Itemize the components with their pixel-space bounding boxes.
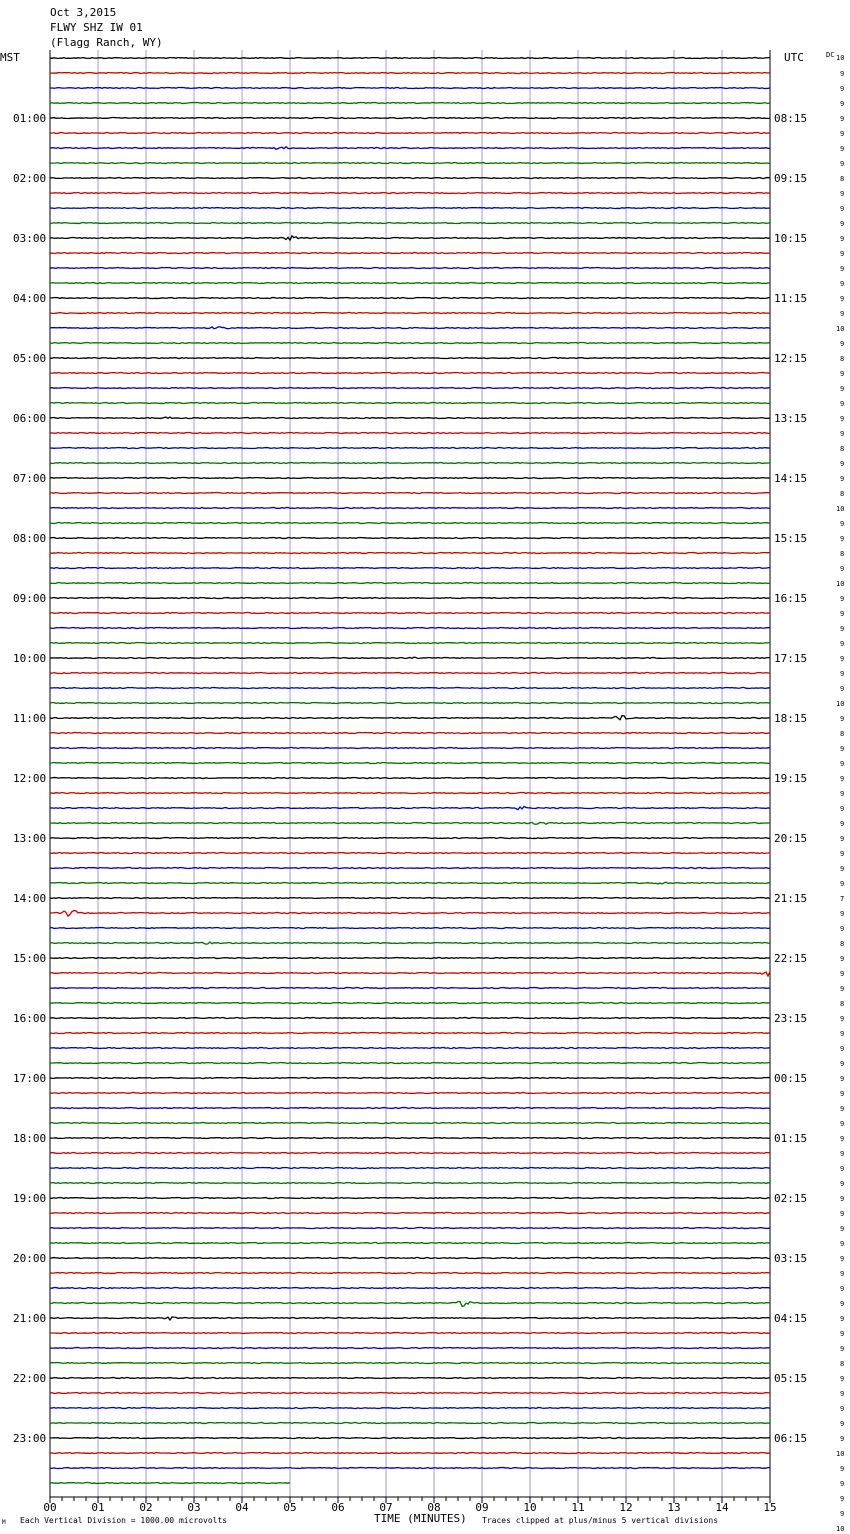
trace-1 [50, 73, 770, 74]
trace-83 [50, 1301, 770, 1306]
trace-84 [50, 1317, 770, 1320]
mst-hour-label: 01:00 [13, 112, 47, 125]
header-location: (Flagg Ranch, WY) [50, 36, 163, 49]
utc-hour-label: 08:15 [774, 112, 808, 125]
mst-hour-label: 12:00 [13, 772, 47, 785]
dc-offset: 10 [836, 54, 845, 62]
dc-offset: 8 [840, 490, 845, 498]
dc-offset: 9 [840, 1135, 845, 1143]
mst-hour-label: 18:00 [13, 1132, 47, 1145]
dc-offset: 9 [840, 1435, 845, 1443]
x-tick-label: 05 [283, 1501, 297, 1514]
trace-61 [50, 971, 770, 976]
trace-41 [50, 673, 770, 674]
trace-67 [50, 1063, 770, 1064]
trace-17 [50, 313, 770, 314]
dc-offset: 9 [840, 1060, 845, 1068]
trace-92 [50, 1438, 770, 1439]
trace-4 [50, 118, 770, 119]
utc-hour-label: 21:15 [774, 892, 808, 905]
dc-offset: 9 [840, 1090, 845, 1098]
mst-hour-label: 13:00 [13, 832, 47, 845]
utc-hour-label: 19:15 [774, 772, 808, 785]
trace-12 [50, 236, 770, 240]
dc-offset: 9 [840, 520, 845, 528]
trace-29 [50, 493, 770, 494]
dc-offset: 9 [840, 805, 845, 813]
trace-38 [50, 628, 770, 629]
utc-hour-label: 11:15 [774, 292, 808, 305]
dc-offset: 9 [840, 985, 845, 993]
trace-95 [50, 1483, 290, 1484]
trace-65 [50, 1033, 770, 1034]
mst-hour-label: 08:00 [13, 532, 47, 545]
utc-hour-labels [774, 112, 807, 1445]
x-tick-label: 04 [235, 1501, 249, 1514]
dc-offset: 9 [840, 1225, 845, 1233]
x-tick-label: 03 [187, 1501, 201, 1514]
trace-76 [50, 1198, 770, 1199]
dc-offset: 9 [840, 460, 845, 468]
dc-offset: 9 [840, 925, 845, 933]
trace-51 [50, 822, 770, 824]
utc-hour-label: 09:15 [774, 172, 808, 185]
dc-offset: 9 [840, 1105, 845, 1113]
trace-49 [50, 793, 770, 794]
dc-offset: 9 [840, 1510, 845, 1518]
x-tick-label: 10 [523, 1501, 537, 1514]
utc-hour-label: 14:15 [774, 472, 808, 485]
trace-7 [50, 163, 770, 164]
dc-offset: 10 [836, 325, 845, 333]
dc-offset: 9 [840, 565, 845, 573]
trace-21 [50, 373, 770, 374]
trace-54 [50, 868, 770, 869]
dc-offset: 9 [840, 1015, 845, 1023]
dc-offset: 9 [840, 610, 845, 618]
dc-offset: 9 [840, 1210, 845, 1218]
trace-2 [50, 88, 770, 89]
trace-42 [50, 688, 770, 689]
dc-offset: 9 [840, 250, 845, 258]
mst-hour-label: 05:00 [13, 352, 47, 365]
trace-16 [50, 298, 770, 299]
trace-53 [50, 853, 770, 854]
trace-9 [50, 193, 770, 194]
utc-hour-label: 03:15 [774, 1252, 808, 1265]
dc-offset: 9 [840, 1075, 845, 1083]
trace-52 [50, 838, 770, 839]
trace-18 [50, 327, 770, 329]
dc-offset: 9 [840, 100, 845, 108]
utc-hour-label: 20:15 [774, 832, 808, 845]
utc-hour-label: 10:15 [774, 232, 808, 245]
trace-79 [50, 1243, 770, 1244]
dc-offset: 8 [840, 550, 845, 558]
mst-hour-labels [13, 112, 46, 1445]
dc-offset: 9 [840, 835, 845, 843]
mst-hour-label: 16:00 [13, 1012, 47, 1025]
mst-hour-label: 15:00 [13, 952, 47, 965]
x-tick-label: 08 [427, 1501, 441, 1514]
dc-offset: 9 [840, 190, 845, 198]
footer-scale-note: Each Vertical Division = 1000.00 microvolts [20, 1516, 228, 1525]
time-gridlines [50, 50, 770, 1497]
dc-offset: 9 [840, 595, 845, 603]
x-tick-label: 14 [715, 1501, 729, 1514]
dc-offset: 9 [840, 1150, 845, 1158]
dc-offset: 9 [840, 790, 845, 798]
dc-offset: 9 [840, 310, 845, 318]
trace-91 [50, 1423, 770, 1424]
dc-offset: 9 [840, 1390, 845, 1398]
dc-offset-values [836, 54, 844, 1534]
dc-offset: 8 [840, 175, 845, 183]
dc-offset: 9 [840, 850, 845, 858]
dc-offset: 9 [840, 970, 845, 978]
utc-hour-label: 12:15 [774, 352, 808, 365]
trace-10 [50, 208, 770, 209]
trace-43 [50, 703, 770, 704]
trace-88 [50, 1378, 770, 1379]
x-tick-label: 01 [91, 1501, 105, 1514]
trace-60 [50, 958, 770, 959]
dc-offset: 9 [840, 1030, 845, 1038]
utc-hour-label: 23:15 [774, 1012, 808, 1025]
trace-19 [50, 343, 770, 344]
dc-offset: 9 [840, 760, 845, 768]
trace-56 [50, 898, 770, 899]
trace-69 [50, 1093, 770, 1094]
dc-offset: 10 [836, 1525, 845, 1533]
x-tick-label: 00 [43, 1501, 57, 1514]
dc-offset: 9 [840, 235, 845, 243]
trace-32 [50, 538, 770, 539]
mst-hour-label: 14:00 [13, 892, 47, 905]
mst-hour-label: 20:00 [13, 1252, 47, 1265]
mst-hour-label: 22:00 [13, 1372, 47, 1385]
trace-74 [50, 1168, 770, 1169]
trace-20 [50, 358, 770, 359]
dc-offset: 9 [840, 1495, 845, 1503]
mst-hour-label: 17:00 [13, 1072, 47, 1085]
dc-offset: 9 [840, 685, 845, 693]
dc-offset: 9 [840, 1120, 845, 1128]
dc-offset: 9 [840, 1480, 845, 1488]
utc-hour-label: 16:15 [774, 592, 808, 605]
trace-11 [50, 223, 770, 224]
mst-hour-label: 03:00 [13, 232, 47, 245]
dc-offset: 9 [840, 160, 845, 168]
trace-30 [50, 508, 770, 509]
trace-5 [50, 133, 770, 134]
dc-offset: 9 [840, 1270, 845, 1278]
mst-hour-label: 23:00 [13, 1432, 47, 1445]
trace-77 [50, 1213, 770, 1214]
dc-offset: 9 [840, 295, 845, 303]
seismic-traces [50, 58, 770, 1484]
trace-75 [50, 1183, 770, 1184]
mst-hour-label: 07:00 [13, 472, 47, 485]
dc-offset: 9 [840, 1315, 845, 1323]
dc-offset: 9 [840, 775, 845, 783]
dc-offset: 9 [840, 535, 845, 543]
dc-offset: 9 [840, 430, 845, 438]
trace-81 [50, 1273, 770, 1274]
dc-offset: 9 [840, 1330, 845, 1338]
trace-22 [50, 388, 770, 389]
x-tick-label: 09 [475, 1501, 489, 1514]
mst-hour-label: 02:00 [13, 172, 47, 185]
x-tick-label: 15 [763, 1501, 777, 1514]
dc-offset: 9 [840, 1465, 845, 1473]
utc-hour-label: 05:15 [774, 1372, 808, 1385]
trace-66 [50, 1048, 770, 1049]
dc-offset: 10 [836, 1450, 845, 1458]
trace-85 [50, 1333, 770, 1334]
trace-3 [50, 103, 770, 104]
dc-offset: 9 [840, 1285, 845, 1293]
dc-offset: 9 [840, 280, 845, 288]
utc-hour-label: 18:15 [774, 712, 808, 725]
trace-57 [50, 911, 770, 917]
trace-28 [50, 478, 770, 479]
trace-55 [50, 882, 770, 884]
dc-offset: 9 [840, 370, 845, 378]
utc-hour-label: 01:15 [774, 1132, 808, 1145]
trace-13 [50, 253, 770, 254]
mst-hour-label: 06:00 [13, 412, 47, 425]
dc-offset: 8 [840, 1000, 845, 1008]
left-axis-label: MST [0, 51, 20, 64]
trace-59 [50, 942, 770, 944]
trace-33 [50, 553, 770, 554]
trace-35 [50, 583, 770, 584]
trace-86 [50, 1348, 770, 1349]
x-tick-label: 07 [379, 1501, 393, 1514]
trace-63 [50, 1003, 770, 1004]
mst-hour-label: 21:00 [13, 1312, 47, 1325]
trace-8 [50, 178, 770, 179]
dc-offset: 9 [840, 70, 845, 78]
utc-hour-label: 15:15 [774, 532, 808, 545]
x-tick-label: 12 [619, 1501, 633, 1514]
dc-offset: 9 [840, 400, 845, 408]
utc-hour-label: 02:15 [774, 1192, 808, 1205]
trace-68 [50, 1078, 770, 1079]
trace-94 [50, 1468, 770, 1469]
dc-offset: 10 [836, 580, 845, 588]
dc-offset: 9 [840, 1180, 845, 1188]
trace-93 [50, 1453, 770, 1454]
dc-offset: 9 [840, 820, 845, 828]
dc-offset: 9 [840, 475, 845, 483]
dc-offset: 9 [840, 130, 845, 138]
x-tick-label: 13 [667, 1501, 681, 1514]
trace-90 [50, 1408, 770, 1409]
utc-hour-label: 22:15 [774, 952, 808, 965]
dc-offset: 9 [840, 115, 845, 123]
trace-47 [50, 763, 770, 764]
x-tick-label: 11 [571, 1501, 585, 1514]
x-tick-label: 06 [331, 1501, 345, 1514]
trace-50 [50, 806, 770, 809]
mst-hour-label: 10:00 [13, 652, 47, 665]
mst-hour-label: 19:00 [13, 1192, 47, 1205]
trace-34 [50, 568, 770, 569]
trace-87 [50, 1363, 770, 1364]
dc-offset: 9 [840, 265, 845, 273]
utc-hour-label: 13:15 [774, 412, 808, 425]
footer-corner: M [2, 1519, 6, 1526]
trace-14 [50, 268, 770, 269]
trace-71 [50, 1123, 770, 1124]
dc-offset: 9 [840, 670, 845, 678]
dc-offset: 9 [840, 1405, 845, 1413]
trace-39 [50, 643, 770, 644]
trace-40 [50, 657, 770, 658]
utc-hour-label: 06:15 [774, 1432, 808, 1445]
dc-offset: 9 [840, 1045, 845, 1053]
trace-46 [50, 748, 770, 749]
trace-62 [50, 988, 770, 989]
dc-offset: 8 [840, 1360, 845, 1368]
header-station: FLWY SHZ IW 01 [50, 21, 143, 34]
footer-clip-note: Traces clipped at plus/minus 5 vertical divisions [482, 1516, 719, 1525]
utc-hour-label: 00:15 [774, 1072, 808, 1085]
dc-offset: 9 [840, 1375, 845, 1383]
dc-offset: 9 [840, 1165, 845, 1173]
dc-offset: 8 [840, 445, 845, 453]
dc-offset: 9 [840, 625, 845, 633]
dc-offset: 9 [840, 910, 845, 918]
trace-31 [50, 523, 770, 524]
trace-80 [50, 1258, 770, 1259]
dc-offset: 9 [840, 640, 845, 648]
dc-offset: 8 [840, 940, 845, 948]
mst-hour-label: 04:00 [13, 292, 47, 305]
dc-offset: 9 [840, 655, 845, 663]
dc-offset: 9 [840, 955, 845, 963]
dc-offset: 8 [840, 730, 845, 738]
utc-hour-label: 04:15 [774, 1312, 808, 1325]
header-date: Oct 3,2015 [50, 6, 117, 19]
trace-72 [50, 1138, 770, 1139]
trace-24 [50, 417, 770, 418]
trace-48 [50, 778, 770, 779]
trace-37 [50, 613, 770, 614]
dc-offset: 9 [840, 205, 845, 213]
dc-offset: 9 [840, 880, 845, 888]
trace-23 [50, 403, 770, 404]
dc-offset: 9 [840, 85, 845, 93]
x-tick-label: 02 [139, 1501, 153, 1514]
trace-27 [50, 463, 770, 464]
dc-offset: 9 [840, 1300, 845, 1308]
dc-offset: 9 [840, 1240, 845, 1248]
trace-64 [50, 1018, 770, 1019]
trace-26 [50, 448, 770, 449]
trace-44 [50, 716, 770, 720]
trace-78 [50, 1228, 770, 1229]
trace-89 [50, 1393, 770, 1394]
dc-offset: 9 [840, 1345, 845, 1353]
trace-0 [50, 58, 770, 59]
trace-58 [50, 928, 770, 929]
trace-36 [50, 598, 770, 599]
dc-offset: 9 [840, 865, 845, 873]
x-axis-title: TIME (MINUTES) [374, 1512, 467, 1525]
right-axis-label: UTC [784, 51, 804, 64]
dc-offset: 8 [840, 355, 845, 363]
dc-offset: 7 [840, 895, 845, 903]
dc-offset: 9 [840, 145, 845, 153]
dc-offset: 10 [836, 505, 845, 513]
dc-offset: 9 [840, 715, 845, 723]
dc-offset: 9 [840, 385, 845, 393]
trace-73 [50, 1153, 770, 1154]
dc-offset: 9 [840, 415, 845, 423]
trace-82 [50, 1288, 770, 1289]
trace-45 [50, 733, 770, 734]
utc-hour-label: 17:15 [774, 652, 808, 665]
trace-6 [50, 147, 770, 150]
dc-offset: 10 [836, 700, 845, 708]
mst-hour-label: 09:00 [13, 592, 47, 605]
dc-label: DC [826, 51, 835, 59]
dc-offset: 9 [840, 220, 845, 228]
dc-offset: 9 [840, 1255, 845, 1263]
dc-offset: 9 [840, 1420, 845, 1428]
dc-offset: 9 [840, 745, 845, 753]
trace-15 [50, 283, 770, 284]
trace-25 [50, 433, 770, 434]
mst-hour-label: 11:00 [13, 712, 47, 725]
dc-offset: 9 [840, 340, 845, 348]
trace-70 [50, 1108, 770, 1109]
dc-offset: 9 [840, 1195, 845, 1203]
